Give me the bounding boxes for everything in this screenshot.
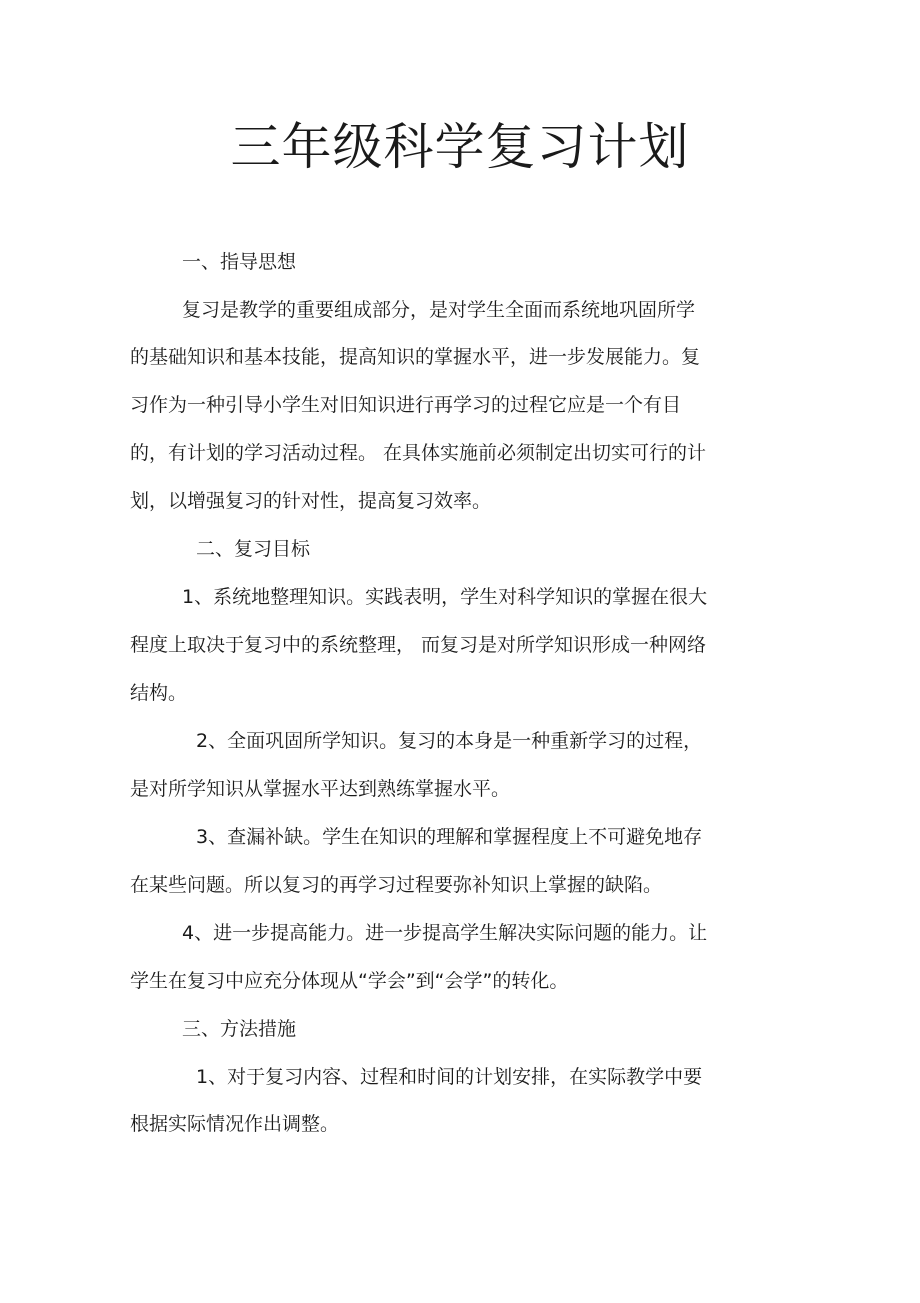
paragraph-line: 根据实际情况作出调整。 <box>130 1113 340 1135</box>
paragraph-line: 习作为一种引导小学生对旧知识进行再学习的过程它应是一个有目 <box>130 394 682 416</box>
section-heading-methods: 三、方法措施 <box>182 1018 297 1040</box>
paragraph-line: 在某些问题。所以复习的再学习过程要弥补知识上掌握的缺陷。 <box>130 874 663 896</box>
document-title: 三年级科学复习计划 <box>230 118 690 176</box>
paragraph-line: 的，有计划的学习活动过程。 在具体实施前必须制定出切实可行的计 <box>130 442 707 464</box>
paragraph-line: 复习是教学的重要组成部分，是对学生全面而系统地巩固所学 <box>182 299 696 321</box>
paragraph-line: 是对所学知识从掌握水平达到熟练掌握水平。 <box>130 778 511 800</box>
paragraph-line: 1、对于复习内容、过程和时间的计划安排，在实际教学中要 <box>196 1066 703 1088</box>
paragraph-line: 结构。 <box>130 682 188 704</box>
paragraph-line: 程度上取决于复习中的系统整理， 而复习是对所学知识形成一种网络 <box>130 634 707 656</box>
paragraph-line: 学生在复习中应充分体现从“学会”到“会学”的转化。 <box>130 970 569 992</box>
paragraph-line: 1、系统地整理知识。实践表明，学生对科学知识的掌握在很大 <box>182 586 708 608</box>
section-heading-guiding-ideology: 一、指导思想 <box>182 251 297 273</box>
paragraph-line: 3、查漏补缺。学生在知识的理解和掌握程度上不可避免地存 <box>196 826 703 848</box>
paragraph-line: 2、全面巩固所学知识。复习的本身是一种重新学习的过程， <box>196 730 703 752</box>
paragraph-line: 4、进一步提高能力。进一步提高学生解决实际问题的能力。让 <box>182 922 708 944</box>
section-heading-review-goals: 二、复习目标 <box>196 538 311 560</box>
paragraph-line: 划，以增强复习的针对性，提高复习效率。 <box>130 490 492 512</box>
paragraph-line: 的基础知识和基本技能，提高知识的掌握水平，进一步发展能力。复 <box>130 346 701 368</box>
